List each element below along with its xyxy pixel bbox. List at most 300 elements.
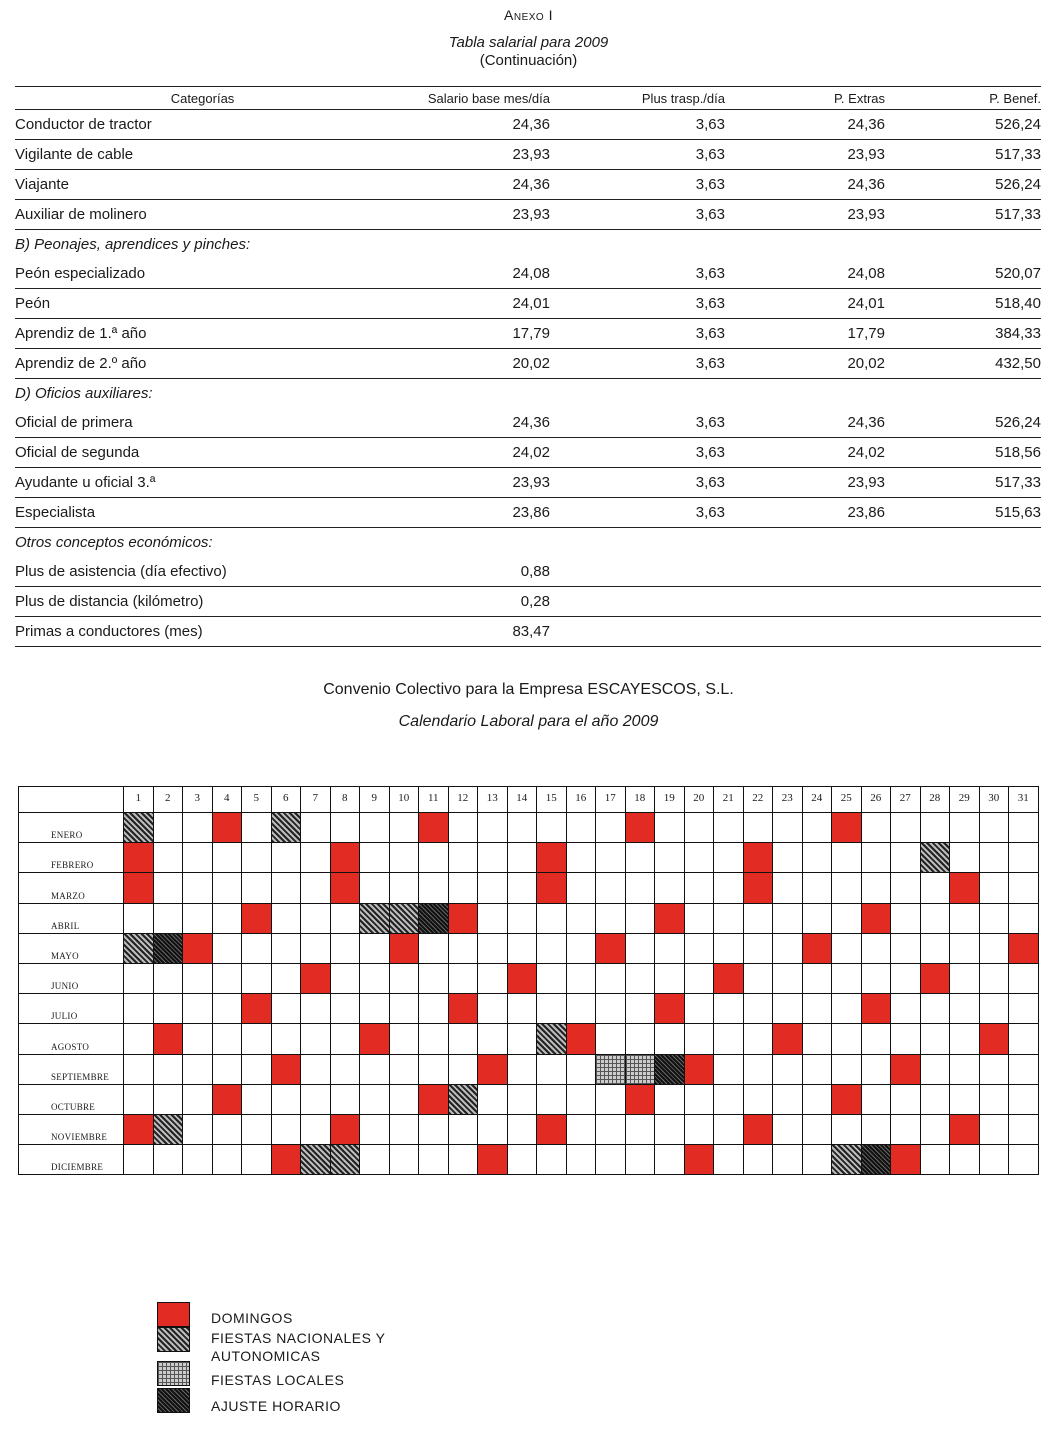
day-cell [979,842,1010,873]
table-cell: Plus de asistencia (día efectivo) [15,557,390,587]
day-cell-dom [241,903,272,934]
month-label [18,963,124,994]
day-cell [477,812,508,843]
day-cell-dom [271,1054,302,1085]
day-cell [212,1144,243,1175]
table-cell: Viajante [15,170,390,200]
day-cell [654,1023,685,1054]
day-header: 20 [684,786,715,813]
table-row [15,408,1041,438]
day-cell [359,1114,390,1145]
day-cell-dom [949,1114,980,1145]
day-cell [566,1114,597,1145]
table-cell: Conductor de tractor [15,110,390,140]
day-cell [536,993,567,1024]
table-cell: 3,63 [550,110,725,140]
table-cell: Vigilante de cable [15,140,390,170]
day-cell [153,963,184,994]
day-cell [802,993,833,1024]
day-cell [595,903,626,934]
day-cell [979,933,1010,964]
day-cell [566,933,597,964]
day-header: 25 [831,786,862,813]
month-label [18,842,124,873]
month-label [18,903,124,934]
day-cell [212,903,243,934]
day-cell [389,1114,420,1145]
table-cell [550,617,725,647]
day-cell [507,812,538,843]
day-cell [625,1114,656,1145]
day-header: 12 [448,786,479,813]
table-cell: 515,63 [885,498,1041,528]
table-row [15,468,1041,498]
month-name: FEBRERO [51,860,94,871]
day-cell [477,1084,508,1115]
day-cell [831,1054,862,1085]
day-cell [241,933,272,964]
day-cell [359,1054,390,1085]
day-header: 8 [330,786,361,813]
day-cell [890,1084,921,1115]
day-cell [241,1114,272,1145]
day-header: 23 [772,786,803,813]
day-cell [920,812,951,843]
day-cell [566,842,597,873]
day-cell [566,1084,597,1115]
day-cell-dom [300,963,331,994]
table-cell: 526,24 [885,408,1041,438]
day-cell [300,1054,331,1085]
day-cell [330,1023,361,1054]
day-cell-dom [772,1023,803,1054]
day-cell [448,842,479,873]
day-cell [920,1144,951,1175]
day-cell [979,963,1010,994]
table-cell: 384,33 [885,319,1041,349]
day-cell [389,1054,420,1085]
day-cell [595,842,626,873]
day-cell [920,1023,951,1054]
day-cell [418,872,449,903]
table-cell: 518,56 [885,438,1041,468]
day-cell [448,1023,479,1054]
day-cell-dom [1008,933,1039,964]
table-cell: Peón [15,289,390,319]
day-header: 17 [595,786,626,813]
month-label [18,993,124,1024]
table-cell: D) Oficios auxiliares: [15,385,153,402]
day-cell [920,1084,951,1115]
month-name: ABRIL [51,920,80,931]
day-cell [448,933,479,964]
day-cell [713,1144,744,1175]
day-cell [861,963,892,994]
day-cell [861,842,892,873]
day-cell [389,993,420,1024]
day-cell [890,1023,921,1054]
section-row [15,379,1041,409]
day-cell [153,1084,184,1115]
day-cell [772,812,803,843]
day-cell [123,993,154,1024]
table-cell [725,557,885,587]
table-cell: 3,63 [550,438,725,468]
day-cell [566,1054,597,1085]
day-cell [890,812,921,843]
convenio-title: Convenio Colectivo para la Empresa ESCAYESCOS, S.L. [323,681,734,698]
day-cell [713,1084,744,1115]
table-cell: 3,63 [550,498,725,528]
day-cell-dom [536,872,567,903]
day-cell-dom [684,1144,715,1175]
day-header: 5 [241,786,272,813]
day-cell-nac [359,903,390,934]
table-row [15,617,1041,647]
day-header: 9 [359,786,390,813]
table-cell [885,587,1041,617]
day-cell [890,842,921,873]
day-cell [713,1054,744,1085]
day-cell [123,1023,154,1054]
day-cell [418,963,449,994]
column-header-salario: Salario base mes/día [390,87,550,110]
day-cell [241,1054,272,1085]
day-cell [802,872,833,903]
day-cell [1008,963,1039,994]
day-cell [684,872,715,903]
day-cell [831,963,862,994]
day-cell [418,1114,449,1145]
day-cell [418,1054,449,1085]
day-cell [890,933,921,964]
table-row [15,498,1041,528]
day-header: 6 [271,786,302,813]
day-cell-nac [123,812,154,843]
day-cell [271,963,302,994]
table-subtitle: (Continuación) [479,52,578,69]
day-cell [182,842,213,873]
day-cell [920,1114,951,1145]
table-cell: 23,93 [725,468,885,498]
day-cell [949,963,980,994]
day-cell [802,812,833,843]
day-cell [123,1084,154,1115]
day-cell-nac [153,1114,184,1145]
day-cell [359,963,390,994]
table-cell: 83,47 [390,617,550,647]
day-cell [418,1023,449,1054]
table-cell [885,557,1041,587]
day-cell [241,1144,272,1175]
day-cell [684,1023,715,1054]
day-cell [802,842,833,873]
day-cell [920,872,951,903]
day-cell [713,872,744,903]
day-cell [389,963,420,994]
table-row [15,140,1041,170]
day-cell [536,1084,567,1115]
table-cell: 24,36 [725,110,885,140]
table-cell: 24,36 [390,110,550,140]
day-cell-dom [330,872,361,903]
table-row [15,170,1041,200]
day-cell-dom [890,1054,921,1085]
table-cell: 23,86 [390,498,550,528]
day-cell [772,842,803,873]
day-header: 7 [300,786,331,813]
day-cell [595,1114,626,1145]
month-name: JULIO [51,1011,78,1022]
day-cell [182,1144,213,1175]
day-cell-dom [831,812,862,843]
table-cell: Oficial de primera [15,408,390,438]
table-cell: Auxiliar de molinero [15,200,390,230]
table-cell: 432,50 [885,349,1041,379]
day-cell [861,1023,892,1054]
day-cell-dom [890,1144,921,1175]
day-cell [713,1023,744,1054]
day-header: 29 [949,786,980,813]
day-cell-dom [123,842,154,873]
day-cell [684,1084,715,1115]
table-row [15,557,1041,587]
day-cell-dom [507,963,538,994]
table-cell: 24,02 [725,438,885,468]
day-cell [182,903,213,934]
table-cell: 24,08 [725,259,885,289]
table-cell: Aprendiz de 2.º año [15,349,390,379]
day-cell [448,963,479,994]
table-cell: 24,36 [390,170,550,200]
day-cell [300,933,331,964]
month-name: JUNIO [51,981,79,992]
day-cell [123,1144,154,1175]
day-cell [831,872,862,903]
day-cell [949,933,980,964]
day-cell [1008,1023,1039,1054]
day-cell [359,842,390,873]
day-cell [330,1084,361,1115]
day-cell-dom [389,933,420,964]
table-cell: 0,88 [390,557,550,587]
month-label [18,1054,124,1085]
section-row [15,230,1041,260]
day-cell [654,1144,685,1175]
table-cell: 23,93 [725,140,885,170]
day-cell [654,933,685,964]
day-cell [241,963,272,994]
day-cell [271,993,302,1024]
day-cell [507,1054,538,1085]
day-cell [330,993,361,1024]
day-cell [241,872,272,903]
day-cell [300,903,331,934]
day-cell-dom [979,1023,1010,1054]
day-cell [448,1114,479,1145]
day-cell [625,903,656,934]
day-cell-dom [271,1144,302,1175]
day-cell [743,1023,774,1054]
day-cell [389,1023,420,1054]
day-cell [300,993,331,1024]
day-header: 10 [389,786,420,813]
day-cell [625,1023,656,1054]
day-cell [123,903,154,934]
day-cell [212,842,243,873]
day-cell-nac [330,1144,361,1175]
day-header: 28 [920,786,951,813]
day-cell [389,872,420,903]
day-cell-nac [448,1084,479,1115]
day-cell [359,993,390,1024]
day-cell [212,963,243,994]
day-cell [772,1114,803,1145]
day-cell [153,993,184,1024]
day-cell [772,1054,803,1085]
day-cell [566,903,597,934]
table-cell: 23,93 [390,200,550,230]
table-cell: 20,02 [390,349,550,379]
day-cell [979,993,1010,1024]
day-header: 26 [861,786,892,813]
day-cell [182,993,213,1024]
day-cell [1008,993,1039,1024]
day-cell [212,933,243,964]
day-cell [713,842,744,873]
day-cell [123,1054,154,1085]
day-cell [861,1084,892,1115]
day-cell [536,1054,567,1085]
day-cell [330,812,361,843]
day-cell [625,872,656,903]
day-cell [595,1023,626,1054]
day-cell [625,993,656,1024]
table-cell: Primas a conductores (mes) [15,617,390,647]
table-cell [885,617,1041,647]
day-cell [890,993,921,1024]
column-header-plus: Plus trasp./día [550,87,725,110]
day-cell [713,903,744,934]
table-cell: 23,93 [390,468,550,498]
month-name: MAYO [51,950,79,961]
table-cell: 3,63 [550,200,725,230]
day-cell [654,842,685,873]
day-cell [300,1023,331,1054]
day-cell [507,1144,538,1175]
day-header: 15 [536,786,567,813]
column-header-extras: P. Extras [725,87,885,110]
day-header: 13 [477,786,508,813]
day-cell [861,1114,892,1145]
day-cell [389,812,420,843]
day-cell [743,1144,774,1175]
day-cell [743,812,774,843]
legend-swatch-dom [157,1302,190,1327]
table-cell: Aprendiz de 1.ª año [15,319,390,349]
day-cell [772,903,803,934]
table-title: Tabla salarial para 2009 [448,34,609,51]
day-cell-dom [684,1054,715,1085]
day-cell-dom [477,1144,508,1175]
day-header: 3 [182,786,213,813]
table-cell: B) Peonajes, aprendices y pinches: [15,236,251,253]
day-cell [949,1084,980,1115]
day-cell [241,812,272,843]
table-row [15,349,1041,379]
day-cell [654,872,685,903]
month-name: MARZO [51,890,86,901]
table-cell: 0,28 [390,587,550,617]
day-cell [772,933,803,964]
table-cell [725,617,885,647]
day-cell [477,993,508,1024]
day-cell [979,903,1010,934]
day-cell [979,1114,1010,1145]
day-cell [300,812,331,843]
column-header-categorias: Categorías [15,87,390,110]
day-cell-aju [654,1054,685,1085]
day-cell [330,903,361,934]
table-row [15,319,1041,349]
month-name: ENERO [51,830,83,841]
day-cell [359,1084,390,1115]
day-cell-dom [861,993,892,1024]
day-cell [507,1084,538,1115]
day-cell-nac [271,812,302,843]
table-row [15,200,1041,230]
day-cell [1008,1144,1039,1175]
day-cell [448,872,479,903]
day-cell [743,1054,774,1085]
table-cell: 3,63 [550,170,725,200]
day-cell-dom [448,903,479,934]
day-cell-dom [418,1084,449,1115]
day-cell-dom [241,993,272,1024]
day-cell-nac [389,903,420,934]
day-cell [920,903,951,934]
calendar-title: Calendario Laboral para el año 2009 [398,713,659,730]
day-cell [359,872,390,903]
day-cell [507,842,538,873]
table-cell: 23,93 [390,140,550,170]
day-header: 24 [802,786,833,813]
day-cell [979,1054,1010,1085]
legend-label-dom: DOMINGOS [211,1310,293,1326]
day-cell-dom [448,993,479,1024]
table-cell: 24,02 [390,438,550,468]
month-label [18,1144,124,1175]
day-cell-dom [153,1023,184,1054]
day-cell-dom [330,842,361,873]
day-cell-aju [418,903,449,934]
day-cell-dom [802,933,833,964]
month-label [18,1084,124,1115]
day-cell-nac [300,1144,331,1175]
day-cell [330,963,361,994]
day-cell [1008,842,1039,873]
day-cell [389,1144,420,1175]
day-cell [418,842,449,873]
day-cell [153,872,184,903]
day-cell [359,812,390,843]
day-cell [684,1114,715,1145]
table-cell: 520,07 [885,259,1041,289]
day-cell [772,993,803,1024]
table-cell: 23,86 [725,498,885,528]
day-cell-dom [477,1054,508,1085]
day-cell [271,933,302,964]
